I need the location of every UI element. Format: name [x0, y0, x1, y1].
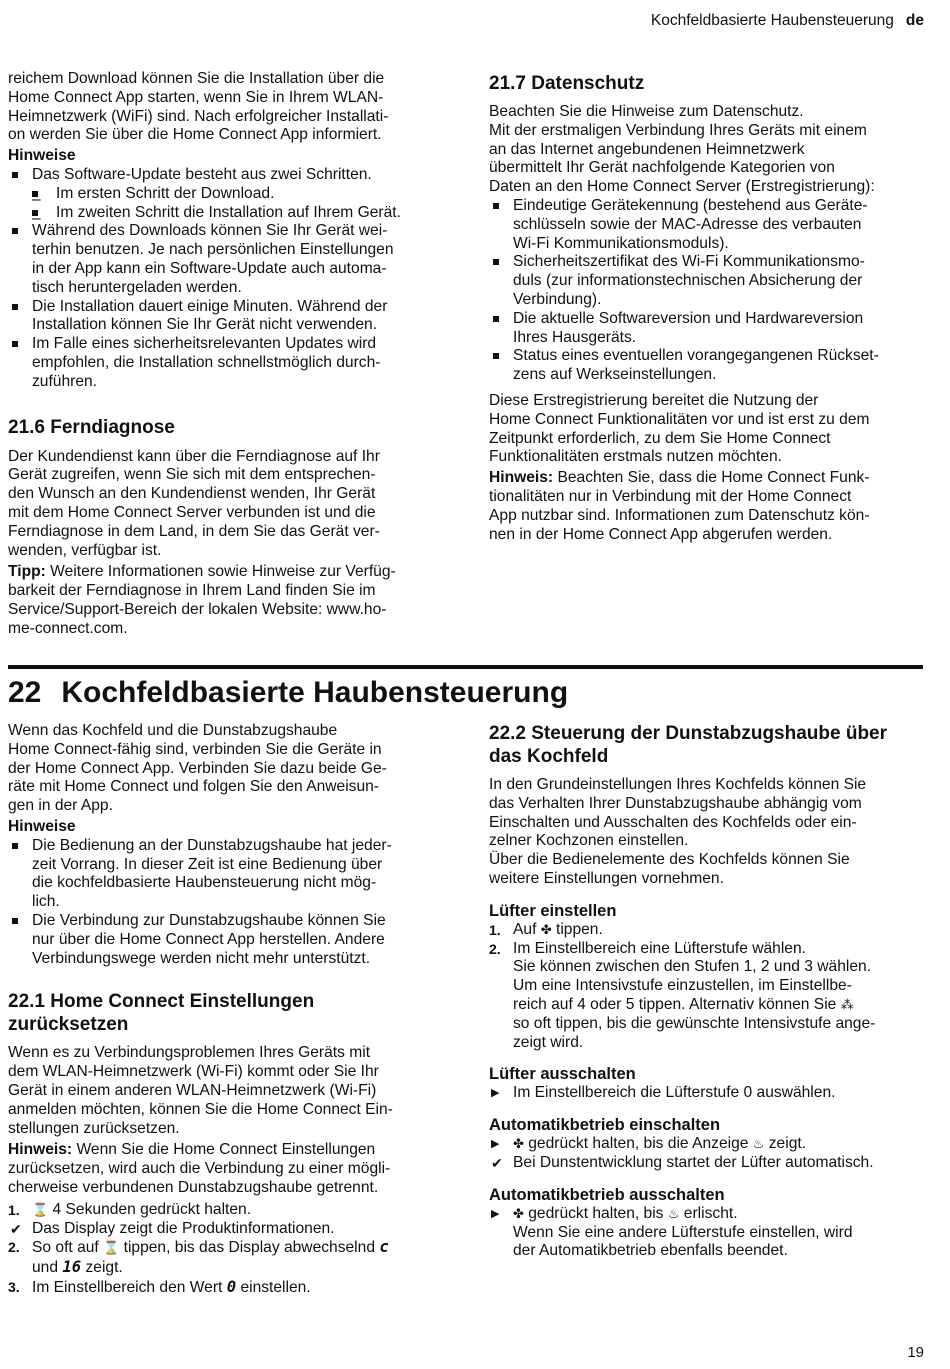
step-2: 2. So oft auf ⌛ tippen, bis das Display abwechselnd c und 16 zeigt.: [8, 1238, 389, 1277]
left-top-column: [8, 70, 448, 639]
list-item: Die Installation dauert einige Minuten. Während der Installation können Sie Ihr Gerät nicht verwenden.: [8, 298, 448, 336]
fan-set-steps: [489, 921, 929, 1053]
update-hints-list: [8, 166, 448, 392]
list-item: ▶ ✤ gedrückt halten, bis ♨ erlischt. Wenn Sie eine andere Lüfterstufe einstellen, wird der Automatikbetrieb ebenfalls beendet.: [491, 1204, 853, 1260]
data-categories-list: [489, 197, 929, 385]
page-header: [651, 12, 924, 31]
header-title: Kochfeldbasierte Haubensteuerung: [650, 12, 894, 29]
fan-off-steps: [489, 1084, 929, 1103]
list-item: Im Falle eines sicherheitsrelevanten Updates wird empfohlen, die Installation schnellstmöglich durch- zuführen.: [8, 335, 448, 391]
list-item: Während des Downloads können Sie Ihr Gerät wei- terhin benutzen. Je nach persönlichen Einstellungen in der App kann ein Software-Update auch automa- tisch heruntergeladen werden.: [8, 222, 448, 297]
auto-mode-icon: ♨: [752, 1136, 765, 1152]
right-bottom-column: [489, 722, 929, 1261]
fan-icon: ✤: [540, 921, 552, 937]
step-result: ✔ Das Display zeigt die Produktinformationen.: [10, 1219, 335, 1237]
hints-title: Hinweise: [8, 147, 76, 165]
display-symbol-c: c: [379, 1238, 389, 1257]
step-1: 1. Auf ✤ tippen.: [489, 920, 603, 938]
tip-text: Tipp: Weitere Informationen sowie Hinweise zur Verfüg- barkeit der Ferndiagnose in Ihrem Land finden Sie im Service/Support-Bereich der lokalen Website: www.ho- me-connect.com.: [8, 563, 396, 637]
list-item: Das Software-Update besteht aus zwei Schritten. – Im ersten Schritt der Download. – Im zweiten Schritt die Installation auf Ihrem Gerät.: [8, 166, 448, 222]
auto-mode-icon: ♨: [667, 1205, 680, 1221]
section-heading-22-2: 22.2 Steuerung der Dunstabzugshaube über das Kochfeld: [489, 723, 888, 767]
checkmark-icon: ✔: [10, 1220, 22, 1237]
chapter-rule: [8, 665, 923, 669]
step-3: 3. Im Einstellbereich den Wert 0 einstellen.: [8, 1277, 311, 1296]
list-item: Die Verbindung zur Dunstabzugshaube können Sie nur über die Home Connect App herstellen. Andere Verbindungswege werden nicht mehr unterstützt.: [8, 912, 448, 968]
reset-steps: [8, 1201, 448, 1298]
datenschutz-text: Beachten Sie die Hinweise zum Datenschutz. Mit der erstmaligen Verbindung Ihres Geräts mit einem an das Internet angebundenen Heimnetzwerk übermittelt Ihr Gerät nachfolgende Kategorien von Daten an den Home Connect Server (Erstregistrierung):: [489, 103, 875, 196]
section-heading-21-7: 21.7 Datenschutz: [489, 73, 645, 94]
right-top-column: [489, 72, 929, 544]
control-text: In den Grundeinstellungen Ihres Kochfelds können Sie das Verhalten Ihrer Dunstabzugshaube abhängig vom Einschalten und Ausschalten des Kochfelds oder ein- zelner Kochzonen einstellen. Über die Bedienelemente des Kochfelds können Sie weitere Einstellungen vornehmen.: [489, 776, 867, 887]
fan-icon: ✤: [513, 1136, 524, 1152]
subheading-fan-set: Lüfter einstellen: [489, 901, 617, 920]
hints-title: Hinweise: [8, 817, 76, 835]
chapter-heading: Kochfeldbasierte Haubensteuerung: [61, 676, 569, 709]
section-heading-21-6: 21.6 Ferndiagnose: [8, 416, 175, 438]
section-heading-22-1: 22.1 Home Connect Einstellungen zurücksetzen: [8, 991, 315, 1036]
hourglass-icon: ⌛: [32, 1201, 49, 1217]
list-item: Status eines eventuellen vorangegangenen Rückset- zens auf Werkseinstellungen.: [489, 347, 929, 385]
subheading-auto-on: Automatikbetrieb einschalten: [489, 1116, 721, 1135]
list-item: – Im zweiten Schritt die Installation auf Ihrem Gerät.: [8, 204, 448, 223]
reset-hint: Hinweis: Wenn Sie die Home Connect Einstellungen zurücksetzen, wird auch die Verbindung zu einer mögli- cherweise verbundenen Dunstabzugshaube getrennt.: [8, 1141, 391, 1196]
arrow-icon: ▶: [491, 1087, 500, 1100]
ferndiagnose-text: Der Kundendienst kann über die Ferndiagnose auf Ihr Gerät zugreifen, wenn Sie sich mit dem entsprechen- den Wunsch an den Kundendienst wenden, Ihr Gerät mit dem Home Connect Server verbunden ist und die Ferndiagnose in dem Land, in dem Sie das Gerät ver- wenden, verfügbar ist.: [8, 447, 380, 559]
arrow-icon: ▶: [491, 1138, 500, 1151]
auto-on-steps: [489, 1135, 929, 1173]
list-item: ▶ Im Einstellbereich die Lüfterstufe 0 auswählen.: [491, 1084, 836, 1102]
auto-off-steps: [489, 1205, 929, 1261]
arrow-icon: ▶: [491, 1207, 500, 1220]
erstregistrierung-text: Diese Erstregistrierung bereitet die Nutzung der Home Connect Funktionalitäten vor und ist erst zu dem Zeitpunkt erforderlich, zu dem Sie Home Connect Funktionalitäten erstmals nutzen möchten.: [489, 391, 870, 466]
display-symbol-0: 0: [226, 1277, 237, 1296]
left-bottom-column: [8, 722, 448, 1298]
hourglass-icon: ⌛: [103, 1240, 120, 1256]
checkmark-icon: ✔: [491, 1154, 503, 1171]
datenschutz-hint: Hinweis: Beachten Sie, dass die Home Connect Funk- tionalitäten nur in Verbindung mit der Home Connect App nutzbar sind. Informationen zum Datenschutz kön- nen in der Home Connect App abgerufen werden.: [489, 469, 870, 543]
subheading-auto-off: Automatikbetrieb ausschalten: [489, 1185, 725, 1204]
update-intro: reichem Download können Sie die Installation über die Home Connect App starten, wenn Sie in Ihrem WLAN- Heimnetzwerk (WiFi) sind. Nach erfolgreicher Installati- on werden Sie über die Home Connect App informiert.: [8, 70, 389, 144]
chapter-title: [8, 674, 568, 712]
display-symbol-16: 16: [62, 1258, 82, 1277]
list-item: – Im ersten Schritt der Download.: [8, 185, 448, 204]
step-1: 1. ⌛ 4 Sekunden gedrückt halten.: [8, 1200, 252, 1218]
chapter-number: 22: [8, 676, 42, 709]
list-item: ▶ ✤ gedrückt halten, bis die Anzeige ♨ zeigt.: [491, 1135, 807, 1153]
chapter-intro: Wenn das Kochfeld und die Dunstabzugshaube Home Connect-fähig sind, verbinden Sie die Geräte in der Home Connect App. Verbinden Sie dazu beide Ge- räte mit Home Connect und folgen Sie den Anweisun- gen in der App.: [8, 722, 387, 815]
page-number: 19: [907, 1344, 924, 1362]
list-item: Die Bedienung an der Dunstabzugshaube hat jeder- zeit Vorrang. In dieser Zeit ist eine Bedienung über die kochfeldbasierte Haubensteuerung nicht mög- lich.: [8, 837, 448, 912]
list-item: Sicherheitszertifikat des Wi-Fi Kommunikationsmo- duls (zur informationstechnischen Absicherung der Verbindung).: [489, 253, 929, 309]
list-item: ✔ Bei Dunstentwicklung startet der Lüfter automatisch.: [491, 1153, 874, 1171]
chapter-hints-list: [8, 837, 448, 969]
list-item: Eindeutige Gerätekennung (bestehend aus Geräte- schlüsseln sowie der MAC-Adresse des verbauten Wi-Fi Kommunikationsmoduls).: [489, 197, 929, 253]
step-2: 2. Im Einstellbereich eine Lüfterstufe wählen. Sie können zwischen den Stufen 1, 2 und 3 wählen. Um eine Intensivstufe einzustellen, im Einstellbe- reich auf 4 oder 5 tippen. Alternativ können Sie ⁂ so oft tippen, bis die gewünschte Intensivstufe ange- zeigt wird.: [489, 939, 876, 1051]
fan-icon: ✤: [513, 1205, 524, 1221]
subheading-fan-off: Lüfter ausschalten: [489, 1065, 636, 1084]
language-code: de: [905, 12, 924, 29]
list-item: Die aktuelle Softwareversion und Hardwareversion Ihres Hausgeräts.: [489, 310, 929, 348]
reset-text: Wenn es zu Verbindungsproblemen Ihres Geräts mit dem WLAN-Heimnetzwerk (Wi-Fi) kommt oder Sie Ihr Gerät in einem anderen WLAN-Heimnetzwerk (Wi-Fi) anmelden möchten, können Sie die Home Connect Ein- stellungen zurücksetzen.: [8, 1044, 393, 1137]
boost-icon: ⁂: [840, 996, 854, 1012]
